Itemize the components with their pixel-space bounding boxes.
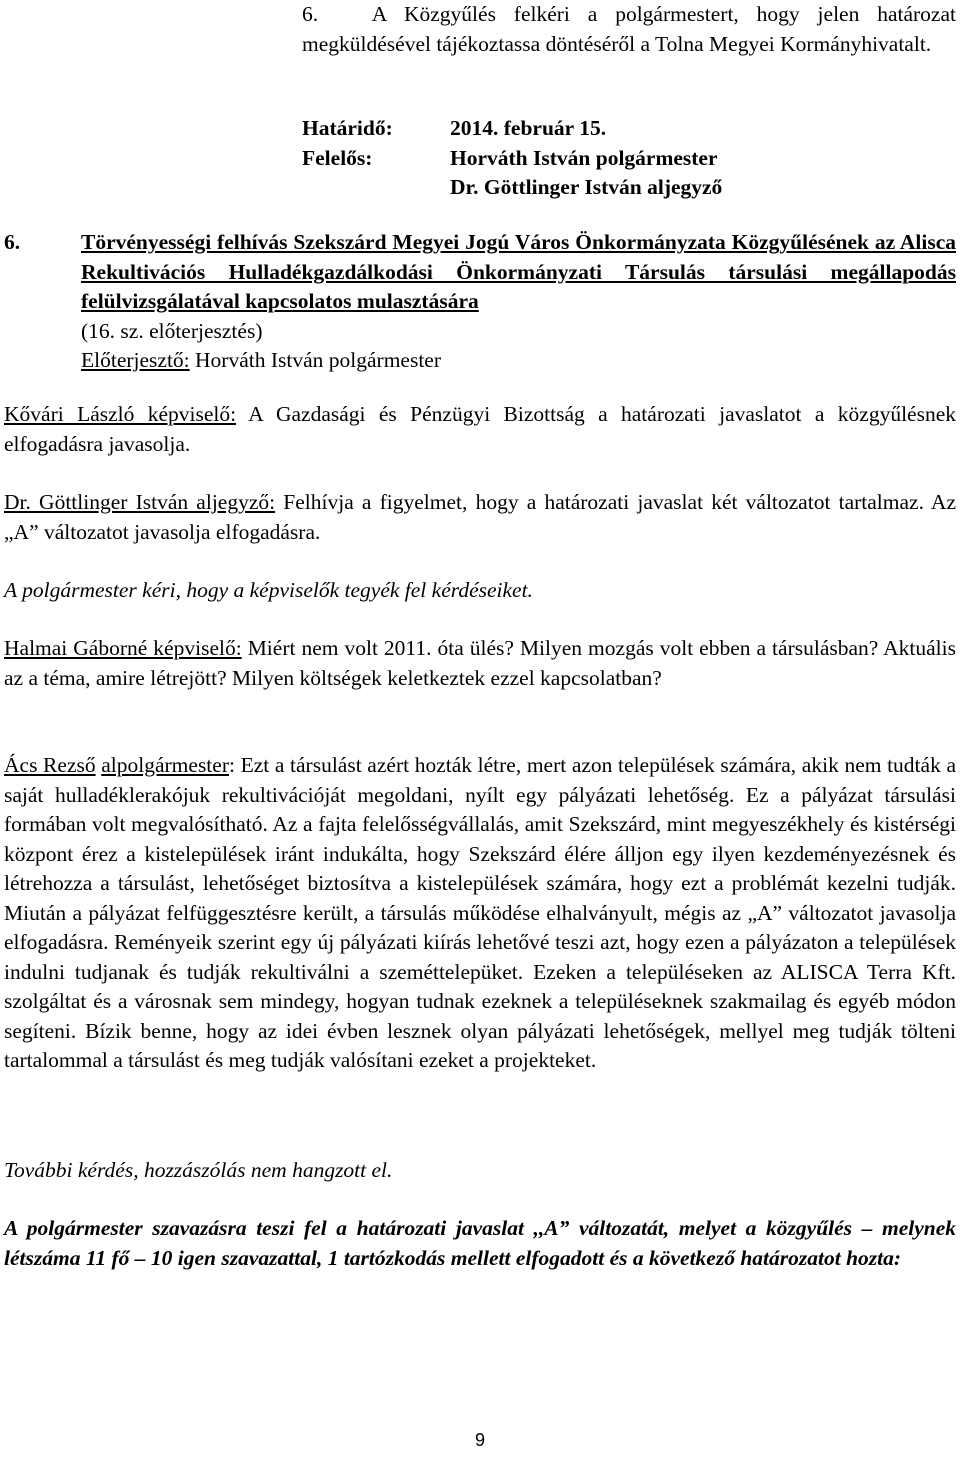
statement-gottlinger-text: Felhívja a figyelmet, hogy a határozati javaslat két változatot tartalmaz. Az „A” változatot javasolja elfogadásra.: [4, 490, 956, 544]
mayor-asks-questions: A polgármester kéri, hogy a képviselők tegyék fel kérdéseiket.: [4, 578, 533, 602]
responsible-label: Felelős:: [302, 145, 373, 170]
vote-statement: A polgármester szavazásra teszi fel a határozati javaslat ,,A” változatát, melyet a közgyűlés – melynek létszáma 11 fő – 10 igen szavazattal, 1 tartózkodás mellett elfogadott és a következő határozatot hozta:: [4, 1216, 956, 1270]
responsible-person-2: Dr. Göttlinger István aljegyző: [450, 175, 723, 199]
speaker-gottlinger: Dr. Göttlinger István aljegyző:: [4, 490, 276, 514]
responsible-person-1: Horváth István polgármester: [450, 145, 718, 170]
speaker-kovari: Kővári László képviselő:: [4, 402, 237, 426]
speaker-acs-name: Ács Rezső: [4, 753, 96, 777]
statement-gottlinger: [4, 488, 956, 547]
statement-halmai-text: Miért nem volt 2011. óta ülés? Milyen mozgás volt ebben a társulásban? Aktuális az a téma, amire létrejött? Milyen költségek keletkeztek ezzel kapcsolatban?: [4, 636, 956, 690]
statement-acs-text: : Ezt a társulást azért hozták létre, mert azon települések számára, akik nem tudták a saját hulladéklerakójuk rekultivációját megoldani, nyílt egy pályázati lehetőség. Ez a pályázat társulási formában volt megvalósítható. Az a fajta felelősségvállalás, amit Szekszárd, mint megyeszékhely és kistérségi központ érez a kistelepülések iránt indukálta, hogy Szekszárd élére álljon egy ilyen kezdeményezésnek és létrehozza a társulást, lehetőséget biztosítva a kistelepülések számára, hogy ezt a problémát kezelni tudják. Miután a pályázat felfüggesztésre került, a társulás működése elhalványult, mégis az „A” változatot javasolja elfogadásra. Reményeik szerint egy új pályázati kiírás lehetővé teszi azt, hogy ezen a pályázaton a települések indulni tudjanak és tudják rekultiválni a szeméttelepüket. Ezeken a településeken az ALISCA Terra Kft. szolgáltat és a városnak sem mindegy, hogyan tudnak ezeknek a településeknek szakmailag és egyéb módon segíteni. Bízik benne, hogy az idei évben lesznek olyan pályázati lehetőségek, mellyel meg tudják tölteni tartalommal a társulást és meg tudják valósítani ezeket a projekteket.: [4, 753, 956, 1072]
deadline-label: Határidő:: [302, 116, 393, 140]
presenter-label: Előterjesztő:: [81, 348, 190, 372]
deadline-value: 2014. február 15.: [450, 116, 607, 140]
no-more-questions: További kérdés, hozzászólás nem hangzott el.: [4, 1158, 393, 1182]
statement-kovari-text: A Gazdasági és Pénzügyi Bizottság a határozati javaslatot a közgyűlésnek elfogadásra javasolja.: [4, 402, 956, 456]
deadline-block: [302, 114, 722, 203]
statement-halmai: [4, 634, 956, 693]
speaker-halmai: Halmai Gáborné képviselő:: [4, 636, 242, 660]
speaker-acs-role: alpolgármester: [101, 753, 229, 777]
statement-acs: [4, 751, 956, 1076]
agenda-item-title: Törvényességi felhívás Szekszárd Megyei Jogú Város Önkormányzata Közgyűlésének az Alisca Rekultivációs Hulladékgazdálkodási Önkormányzati Társulás társulási megállapodás felülvizsgálatával kapcsolatos mulasztására: [81, 230, 956, 313]
presenter-name: Horváth István polgármester: [195, 348, 442, 372]
agenda-item-number: 6.: [4, 230, 21, 254]
page-number: 9: [474, 1430, 485, 1450]
previous-resolution-item-6: 6. A Közgyűlés felkéri a polgármestert, hogy jelen határozat megküldésével tájékoztassa döntéséről a Tolna Megyei Kormányhivatalt.: [302, 2, 956, 56]
agenda-item-6: [4, 228, 956, 376]
presenter-line: [81, 346, 956, 376]
proposal-reference: (16. sz. előterjesztés): [81, 318, 263, 343]
statement-kovari: [4, 400, 956, 459]
